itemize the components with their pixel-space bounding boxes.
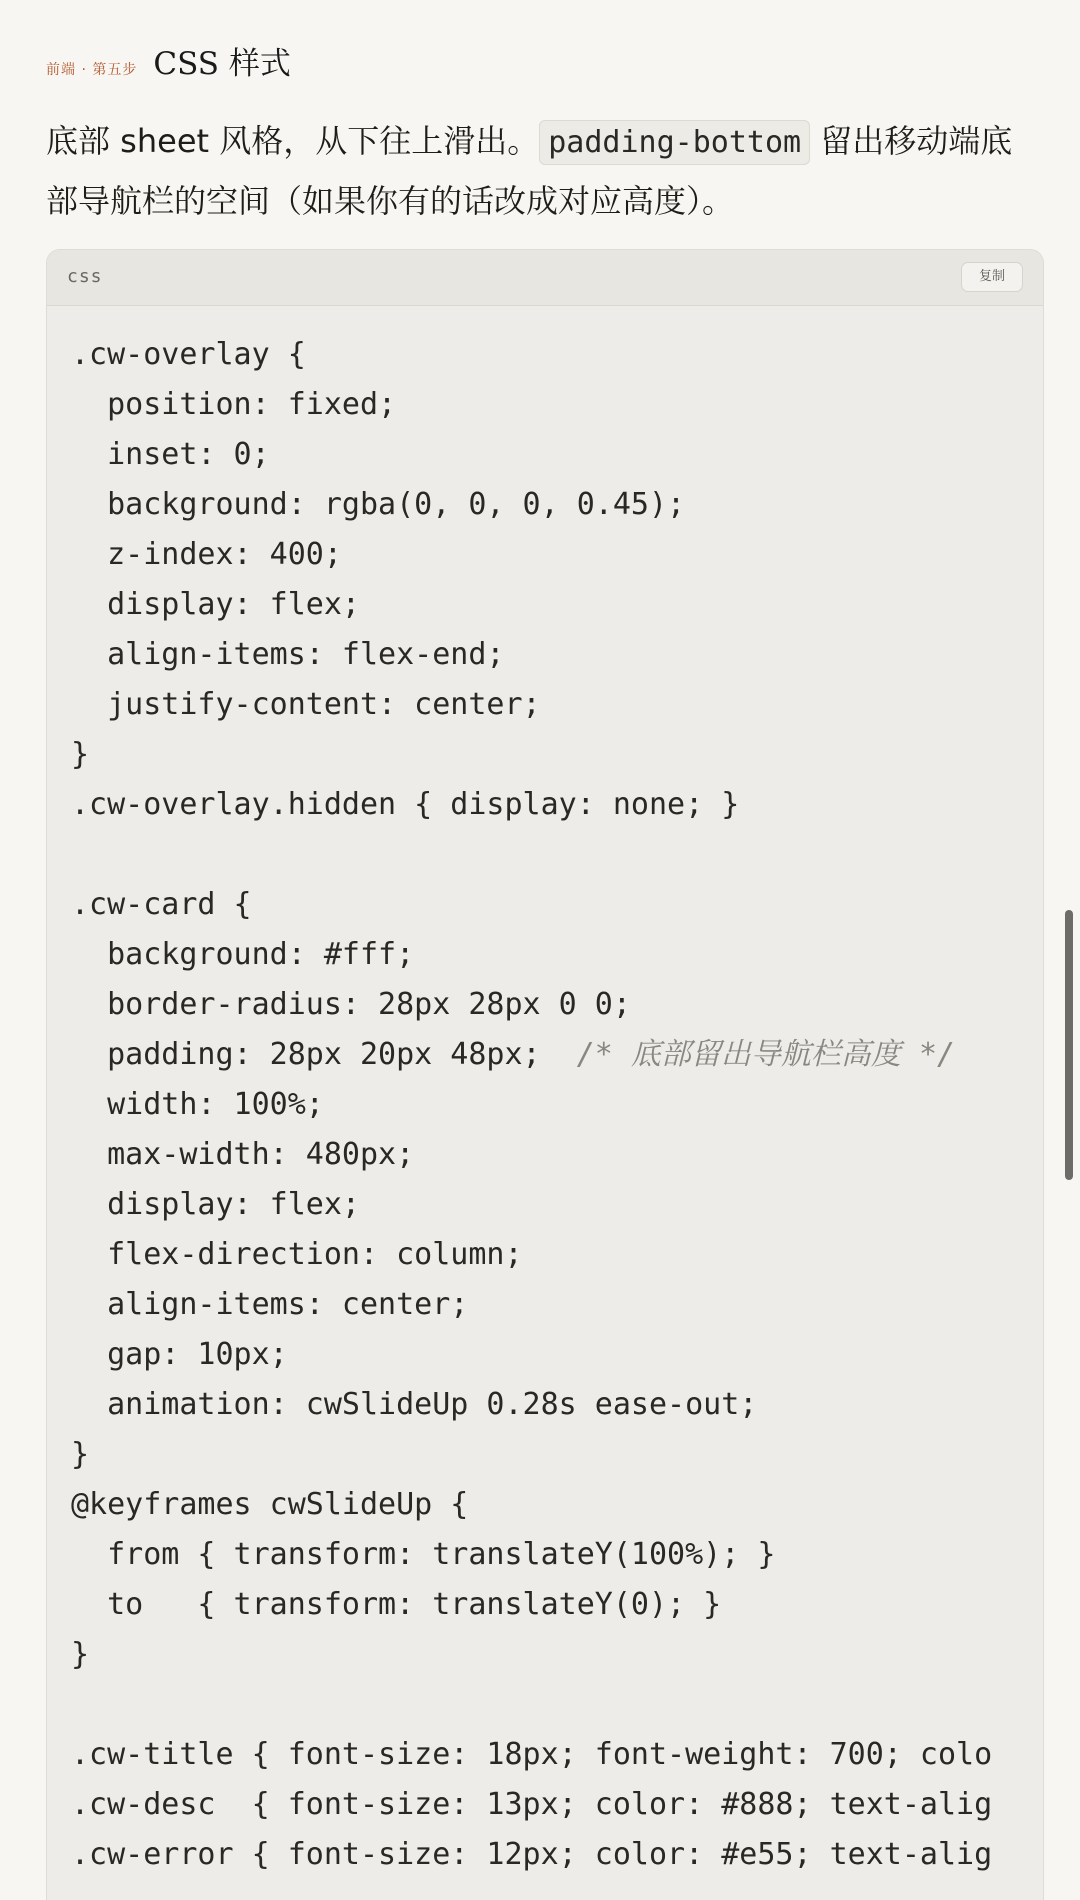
code-line — [71, 1080, 1044, 1130]
code-line-text: } — [71, 1437, 90, 1472]
code-line — [71, 1580, 1044, 1630]
code-line-text: inset: 0; — [71, 437, 270, 472]
code-line — [71, 1280, 1044, 1330]
code-line — [71, 1180, 1044, 1230]
code-line-text: display: flex; — [71, 587, 360, 622]
code-line — [71, 980, 1044, 1030]
code-line — [71, 780, 1044, 830]
code-line — [71, 1680, 1044, 1730]
code-line-text: .cw-overlay { — [71, 337, 306, 372]
code-line — [71, 1130, 1044, 1180]
code-line — [71, 1730, 1044, 1780]
step-header — [46, 38, 291, 83]
code-line-text: background: #fff; — [71, 937, 415, 972]
code-language-label: css — [67, 266, 103, 287]
page-scrollbar[interactable] — [1065, 910, 1073, 1180]
copy-button[interactable]: 复制 — [961, 262, 1023, 292]
code-line-text: width: 100%; — [71, 1087, 324, 1122]
code-line — [71, 380, 1044, 430]
code-line — [71, 1630, 1044, 1680]
intro-paragraph — [46, 112, 1036, 230]
code-line — [71, 1380, 1044, 1430]
code-line — [71, 630, 1044, 680]
code-line-text: align-items: center; — [71, 1287, 469, 1322]
step-breadcrumb: 前端 · 第五步 — [46, 62, 138, 78]
code-line-text: @keyframes cwSlideUp { — [71, 1487, 469, 1522]
code-line-text: max-width: 480px; — [71, 1137, 415, 1172]
code-line — [71, 1230, 1044, 1280]
intro-text-before: 底部 sheet 风格，从下往上滑出。 — [46, 122, 540, 160]
intro-text-after: 留出移动端底部导航栏的空间（如果你有的话改成对应高度）。 — [46, 122, 1013, 220]
code-line-text: .cw-card { — [71, 887, 252, 922]
code-block-header — [47, 250, 1043, 306]
code-line-text: .cw-overlay.hidden { display: none; } — [71, 787, 740, 822]
code-line-text: gap: 10px; — [71, 1337, 288, 1372]
code-line-text: position: fixed; — [71, 387, 397, 422]
inline-code: padding-bottom — [539, 120, 810, 165]
code-line — [71, 1480, 1044, 1530]
code-line-text: padding: 28px 20px 48px; — [71, 1037, 541, 1072]
code-line — [71, 1430, 1044, 1480]
code-line-text: align-items: flex-end; — [71, 637, 505, 672]
code-body — [71, 330, 1044, 1880]
code-line — [71, 1830, 1044, 1880]
code-line-text: justify-content: center; — [71, 687, 541, 722]
code-line-text: to { transform: translateY(0); } — [71, 1587, 722, 1622]
code-line — [71, 330, 1044, 380]
code-line-text: } — [71, 737, 90, 772]
code-line-text: border-radius: 28px 28px 0 0; — [71, 987, 631, 1022]
code-line — [71, 830, 1044, 880]
code-line — [71, 580, 1044, 630]
code-line — [71, 1780, 1044, 1830]
code-line-text: .cw-desc { font-size: 13px; color: #888; text-alig — [71, 1787, 993, 1822]
code-line — [71, 930, 1044, 980]
code-line-text: } — [71, 1637, 90, 1672]
code-comment: /* 底部留出导航栏高度 */ — [540, 1037, 956, 1072]
code-line — [71, 880, 1044, 930]
code-block — [46, 249, 1044, 1900]
code-line-text: .cw-error { font-size: 12px; color: #e55; text-alig — [71, 1837, 993, 1872]
code-line — [71, 1530, 1044, 1580]
code-line-text: display: flex; — [71, 1187, 360, 1222]
code-line — [71, 430, 1044, 480]
code-line — [71, 480, 1044, 530]
code-line-text: flex-direction: column; — [71, 1237, 523, 1272]
code-line — [71, 1330, 1044, 1380]
code-line — [71, 1030, 1044, 1080]
code-line-text: from { transform: translateY(100%); } — [71, 1537, 776, 1572]
code-line-text: .cw-title { font-size: 18px; font-weight: 700; colo — [71, 1737, 993, 1772]
step-title: CSS 样式 — [153, 46, 291, 82]
code-line — [71, 530, 1044, 580]
code-line-text: background: rgba(0, 0, 0, 0.45); — [71, 487, 686, 522]
code-line — [71, 680, 1044, 730]
code-line — [71, 730, 1044, 780]
code-line-text: z-index: 400; — [71, 537, 342, 572]
code-line-text: animation: cwSlideUp 0.28s ease-out; — [71, 1387, 758, 1422]
